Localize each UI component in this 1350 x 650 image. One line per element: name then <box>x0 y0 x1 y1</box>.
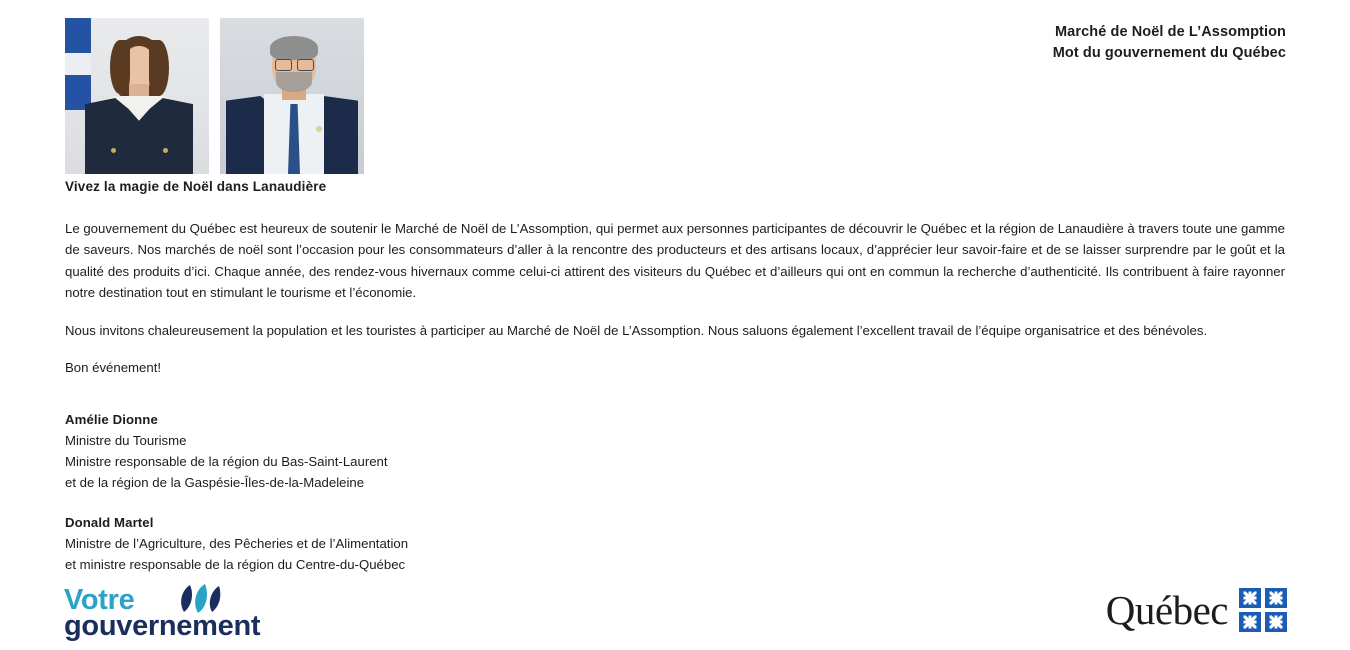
signature-donald-martel <box>65 513 408 576</box>
quebec-flag-backdrop-icon <box>65 18 91 110</box>
photo-hair-left <box>110 40 130 94</box>
photo-donald-martel <box>220 18 364 174</box>
lapel-pin-icon <box>316 126 322 132</box>
glasses-icon <box>297 59 314 71</box>
signatory-title-line: Ministre de l’Agriculture, des Pêcheries et de l’Alimentation <box>65 536 409 552</box>
document-header <box>1053 22 1286 64</box>
letter-body <box>65 218 1285 378</box>
flag-cell <box>1265 612 1287 632</box>
logo-line-votre: Votre <box>64 584 135 616</box>
body-paragraph-2: Nous invitons chaleureusement la population et les touristes à participer au Marché de Noël de L’Assomption. Nous saluons également l’excellent travail de l’équipe organisatrice et des bénévoles. <box>65 322 1208 338</box>
signature-amelie-dionne <box>65 410 408 493</box>
body-paragraph-3: Bon événement! <box>65 359 162 375</box>
signature-block <box>65 410 408 576</box>
signatory-title-line: et ministre responsable de la région du Centre-du-Québec <box>65 557 406 573</box>
body-paragraph-1: Le gouvernement du Québec est heureux de soutenir le Marché de Noël de L’Assomption, qui permet aux personnes participantes de découvrir le Québec et la région de Lanaudière à travers toute une gamme de saveurs. Nos marchés de noël sont l’occasion pour les consommateurs d’aller à la rencontre des producteurs et des artisans locaux, d’apprécier leur savoir-faire et de se laisser surprendre par le goût et la qualité des produits d’ici. Chaque année, des rendez-vous hivernaux comme celui-ci attirent des visiteurs du Québec et d’ailleurs qui ont en commun la recherche d’authenticité. Ils contribuent à faire rayonner notre destination tout en stimulant le tourisme et l’économie. <box>65 221 1285 301</box>
flag-cell <box>1265 588 1287 608</box>
glasses-icon <box>275 59 292 71</box>
signatory-title-line: Ministre du Tourisme <box>65 432 187 448</box>
quebec-wordmark: Québec <box>1105 586 1228 633</box>
header-title-line-2: Mot du gouvernement du Québec <box>1052 45 1286 62</box>
photo-caption: Vivez la magie de Noël dans Lanaudière <box>65 179 327 194</box>
flag-cell <box>1239 612 1261 632</box>
signatory-name: Amélie Dionne <box>65 412 158 427</box>
quebec-government-logo <box>1106 588 1287 632</box>
logo-line-gouvernement: gouvernement <box>64 610 261 642</box>
votre-gouvernement-logo <box>64 586 364 642</box>
signatory-title-line: et de la région de la Gaspésie-Îles-de-la-Madeleine <box>65 474 365 490</box>
minister-photos <box>65 18 364 174</box>
photo-button <box>111 148 116 153</box>
header-title-line-1: Marché de Noël de L’Assomption <box>1054 24 1286 40</box>
signatory-title-line: Ministre responsable de la région du Bas-Saint-Laurent <box>65 453 388 469</box>
photo-hair <box>270 36 318 60</box>
signatory-name: Donald Martel <box>65 515 154 531</box>
fleur-de-lys-leaves-icon <box>174 584 228 614</box>
quebec-flag-grid-icon <box>1239 588 1287 632</box>
photo-amelie-dionne <box>65 18 209 174</box>
photo-button <box>163 148 168 153</box>
photo-beard <box>276 72 312 92</box>
flag-cell <box>1239 588 1261 608</box>
photo-hair-right <box>149 40 169 96</box>
